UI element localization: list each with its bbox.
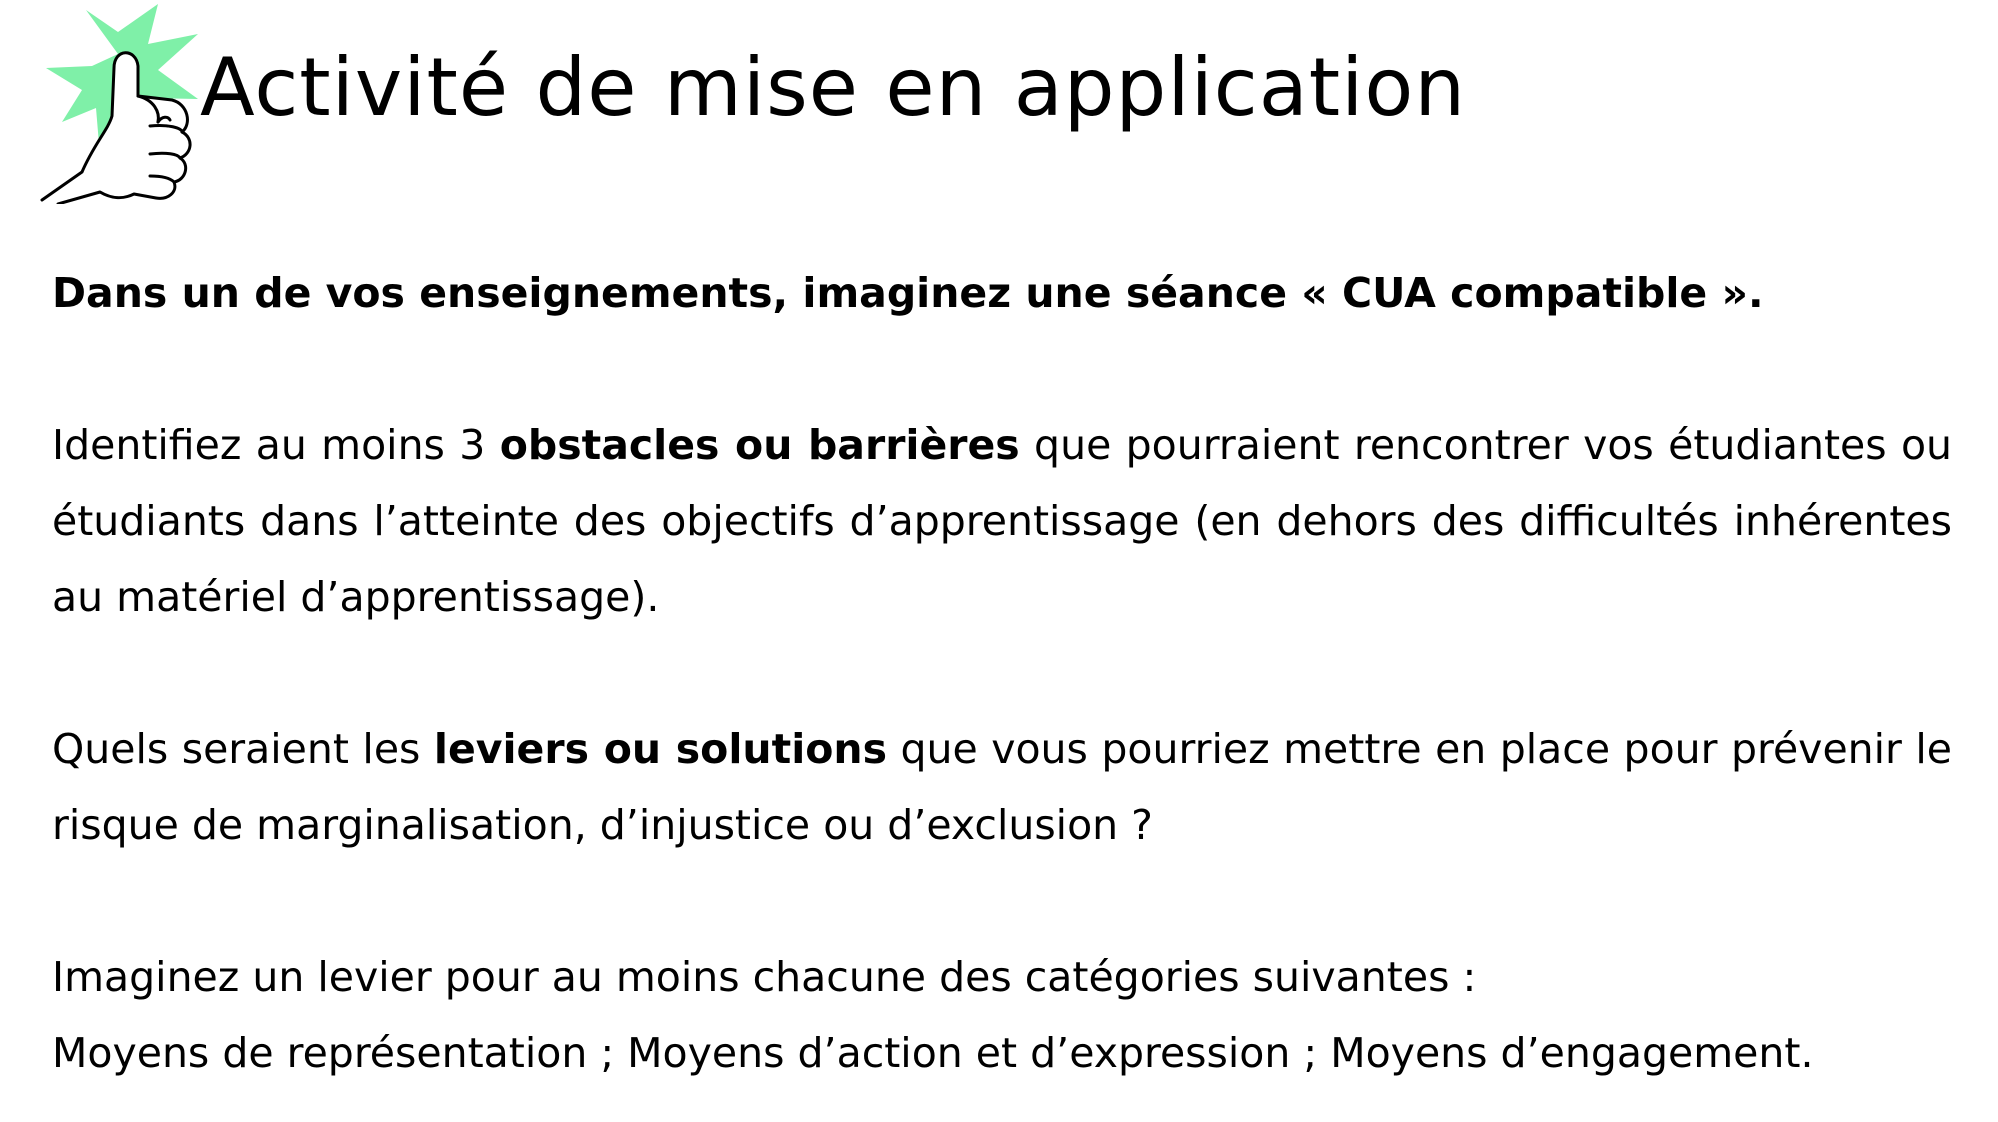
categories-list: Moyens de représentation ; Moyens d’action et d’expression ; Moyens d’engagement. xyxy=(52,1029,1814,1077)
obstacles-text-end: que pourraient rencontrer vos étudiantes ou étudiants dans l’atteinte des objectifs d’apprentissage (en dehors des difficultés inhérentes au matériel d’apprentissage). xyxy=(52,421,1953,621)
categories-intro: Imaginez un levier pour au moins chacune des catégories suivantes : xyxy=(52,953,1477,1001)
obstacles-emphasis: obstacles ou barrières xyxy=(499,421,1020,469)
obstacles-text-start: Identifiez au moins 3 xyxy=(52,421,500,469)
solutions-text-end: que vous pourriez mettre en place pour prévenir le risque de marginalisation, d’injustice ou d’exclusion ? xyxy=(52,725,1952,849)
spacer xyxy=(52,863,1952,939)
obstacles-paragraph xyxy=(52,407,1952,635)
intro-line: Dans un de vos enseignements, imaginez une séance « CUA compatible ». xyxy=(52,269,1764,317)
spacer xyxy=(52,635,1952,711)
thumbs-up-icon xyxy=(38,4,208,204)
spacer xyxy=(52,331,1952,407)
solutions-text-start: Quels seraient les xyxy=(52,725,434,773)
solutions-emphasis: leviers ou solutions xyxy=(433,725,888,773)
slide-body xyxy=(52,255,1952,1091)
slide-title: Activité de mise en application xyxy=(200,41,1467,134)
solutions-paragraph xyxy=(52,711,1952,863)
